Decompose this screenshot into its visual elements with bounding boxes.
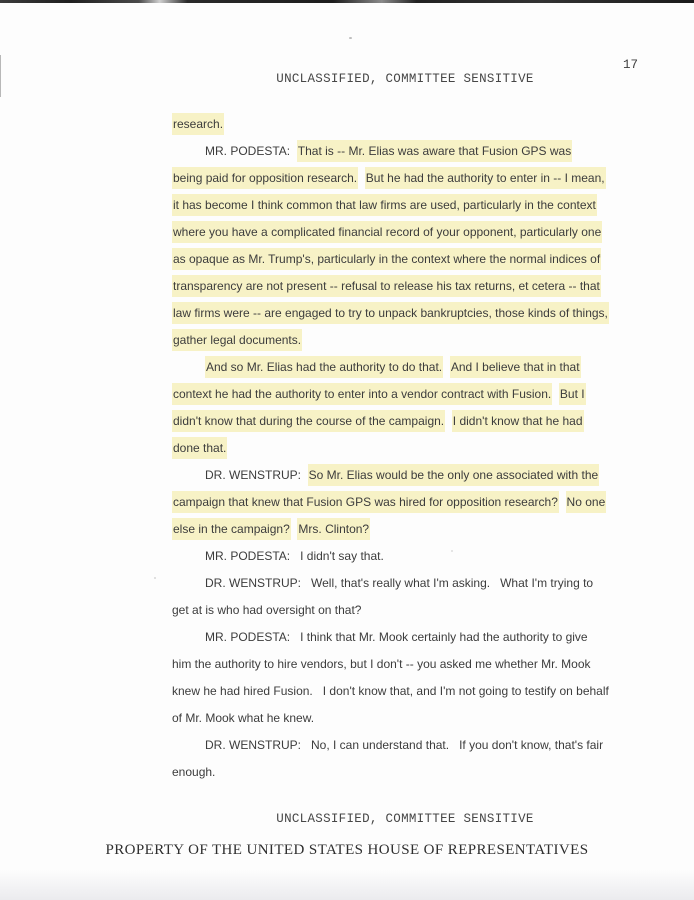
transcript-line — [172, 219, 672, 246]
highlighted-text: being paid for opposition research. — [172, 167, 358, 189]
transcript-line — [172, 570, 672, 597]
footer-classification: UNCLASSIFIED, COMMITTEE SENSITIVE — [276, 812, 534, 826]
plain-text: knew he had hired Fusion. I don't know that, and I'm not going to testify on behalf — [172, 684, 609, 698]
plain-text: MR. PODESTA: I think that Mr. Mook certainly had the authority to give — [205, 630, 588, 644]
transcript-line — [172, 138, 672, 165]
transcript-line — [172, 300, 672, 327]
plain-text — [552, 387, 559, 401]
highlighted-text: campaign that knew that Fusion GPS was hired for opposition research? — [172, 491, 559, 513]
page-number: 17 — [622, 58, 638, 72]
transcript-line — [172, 273, 672, 300]
transcript-line — [172, 246, 672, 273]
transcript-line — [172, 624, 672, 651]
plain-text: DR. WENSTRUP: No, I can understand that. If you don't know, that's fair — [205, 738, 604, 752]
plain-text: MR. PODESTA: — [205, 144, 297, 158]
highlighted-text: No one — [566, 491, 607, 513]
header-classification: UNCLASSIFIED, COMMITTEE SENSITIVE — [276, 72, 534, 86]
scan-edge-artifact — [0, 0, 694, 3]
transcript-line — [172, 489, 672, 516]
transcript-line — [172, 651, 672, 678]
transcript-line — [172, 354, 672, 381]
transcript-line — [172, 408, 672, 435]
transcript-line — [172, 516, 672, 543]
plain-text: DR. WENSTRUP: Well, that's really what I'm asking. What I'm trying to — [205, 576, 594, 590]
highlighted-text: it has become I think common that law firms are used, particularly in the context — [172, 194, 597, 216]
highlighted-text: I didn't know that he had — [452, 410, 584, 432]
plain-text — [358, 171, 365, 185]
highlighted-text: Mrs. Clinton? — [297, 518, 370, 540]
transcript-line — [172, 165, 672, 192]
transcript-line — [172, 192, 672, 219]
transcript-line — [172, 597, 672, 624]
highlighted-text: So Mr. Elias would be the only one associated with the — [308, 464, 600, 486]
highlighted-text: where you have a complicated financial record of your opponent, particularly one — [172, 221, 602, 243]
highlighted-text: transparency are not present -- refusal to release his tax returns, et cetera -- that — [172, 275, 601, 297]
highlighted-text: didn't know that during the course of the campaign. — [172, 410, 445, 432]
highlighted-text: context he had the authority to enter into a vendor contract with Fusion. — [172, 383, 552, 405]
transcript-line — [172, 462, 672, 489]
scan-speck — [451, 550, 453, 552]
highlighted-text: And so Mr. Elias had the authority to do that. — [205, 356, 443, 378]
plain-text: DR. WENSTRUP: — [205, 468, 308, 482]
transcript-line — [172, 435, 672, 462]
highlighted-text: That is -- Mr. Elias was aware that Fusion GPS was — [297, 140, 572, 162]
highlighted-text: else in the campaign? — [172, 518, 291, 540]
highlighted-text: But he had the authority to enter in -- I mean, — [365, 167, 606, 189]
highlighted-text: research. — [172, 113, 224, 135]
plain-text: of Mr. Mook what he knew. — [172, 711, 315, 725]
transcript-line — [172, 732, 672, 759]
highlighted-text: gather legal documents. — [172, 329, 302, 351]
highlighted-text: law firms were -- are engaged to try to unpack bankruptcies, those kinds of things, — [172, 302, 609, 324]
highlighted-text: And I believe that in that — [450, 356, 581, 378]
transcript-line — [172, 381, 672, 408]
plain-text — [445, 414, 452, 428]
highlighted-text: done that. — [172, 437, 227, 459]
highlighted-text: But I — [559, 383, 586, 405]
highlighted-text: as opaque as Mr. Trump's, particularly in the context where the normal indices of — [172, 248, 601, 270]
transcript-line — [172, 111, 672, 138]
scan-edge-artifact — [0, 55, 1, 97]
scan-speck — [349, 37, 352, 39]
footer-property-line: PROPERTY OF THE UNITED STATES HOUSE OF REPRESENTATIVES — [105, 842, 589, 858]
plain-text — [443, 360, 450, 374]
plain-text: enough. — [172, 765, 216, 779]
scan-speck — [154, 577, 156, 579]
plain-text: get at is who had oversight on that? — [172, 603, 362, 617]
transcript-line — [172, 678, 672, 705]
transcript-line — [172, 543, 672, 570]
plain-text: MR. PODESTA: I didn't say that. — [205, 549, 384, 563]
plain-text — [559, 495, 566, 509]
transcript-line — [172, 759, 672, 786]
scan-edge-artifact — [0, 870, 694, 900]
transcript-line — [172, 705, 672, 732]
transcript-line — [172, 327, 672, 354]
transcript — [172, 111, 672, 786]
plain-text: him the authority to hire vendors, but I don't -- you asked me whether Mr. Mook — [172, 657, 591, 671]
